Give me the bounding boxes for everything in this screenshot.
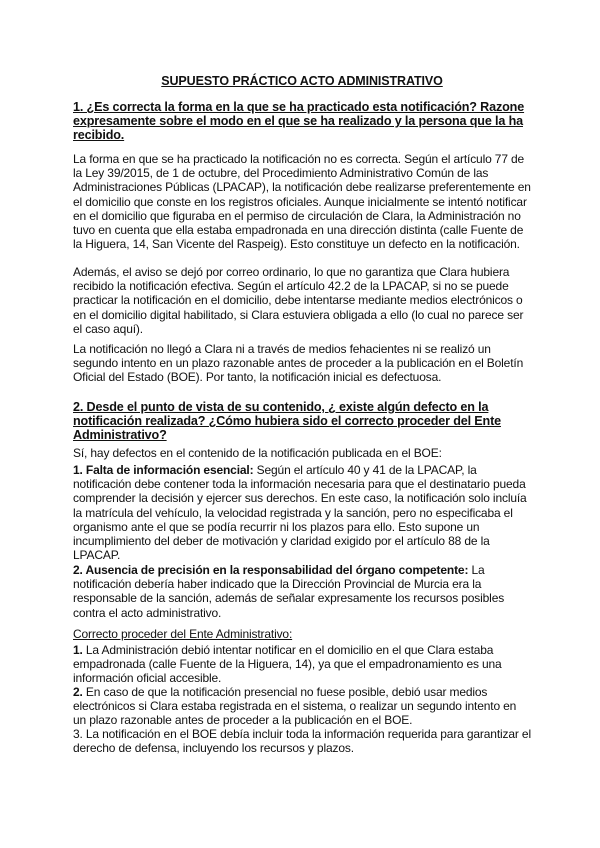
defect-2: [73, 563, 531, 620]
q1-paragraph-2: Además, el aviso se dejó por correo ordinario, lo que no garantiza que Clara hubiera recibido la notificación efectiva. Según el artículo 42.2 de la LPACAP, si no se puede practicar la notificación en el domicilio, debe intentarse mediante medios electrónicos o en el domicilio digital habilitado, si Clara estuviera obligada a ello (lo cual no parece ser el caso aquí).: [73, 265, 524, 336]
defect-1: [73, 463, 531, 562]
defect-1-text: Según el artículo 40 y 41 de la LPACAP, la notificación debe contener toda la información necesaria para que el destinatario pueda comprender la decisión y ejercer sus derechos. En este caso, la notificación solo incluía la matrícula del vehículo, la velocidad registrada y la sanción, pero no especificaba el organismo ante el que se podía recurrir ni los plazos para ello. Esto supone un incumplimiento del deber de motivación y claridad exigido por el artículo 88 de la LPACAP.: [73, 463, 527, 563]
step-2-label: 2.: [73, 685, 83, 699]
defect-2-text: La notificación debería haber indicado que la Dirección Provincial de Murcia era la responsable de la sanción, además de señalar expresamente los recursos posibles contra el acto administrativo.: [73, 563, 505, 620]
question-1-heading: 1. ¿Es correcta la forma en la que se ha practicado esta notificación? Razone expresamente sobre el modo en el que se ha realizado y la persona que la ha recibido.: [73, 100, 525, 142]
step-1: [73, 643, 531, 686]
q1-paragraph-3: La notificación no llegó a Clara ni a través de medios fehacientes ni se realizó un segundo intento en un plazo razonable antes de proceder a la publicación en el Boletín Oficial del Estado (BOE). Por tanto, la notificación inicial es defectuosa.: [73, 342, 524, 385]
step-1-label: 1.: [73, 643, 83, 657]
defect-1-label: 1. Falta de información esencial:: [73, 463, 254, 477]
question-2-heading: 2. Desde el punto de vista de su contenido, ¿ existe algún defecto en la notificación realizada? ¿Cómo hubiera sido el correcto proceder del Ente Administrativo?: [73, 400, 501, 442]
q1-paragraph-1: La forma en que se ha practicado la notificación no es correcta. Según el artículo 77 de la Ley 39/2015, de 1 de octubre, del Procedimiento Administrativo Común de las Administraciones Públicas (LPACAP), la notificación debe realizarse preferentemente en el domicilio que conste en los registros oficiales. Aunque inicialmente se intentó notificar en el domicilio que figuraba en el permiso de circulación de Clara, la Administración no tuvo en cuenta que ella estaba empadronada en una dirección distinta (calle Fuente de la Higuera, 14, San Vicente del Raspeig). Esto constituye un defecto en la notificación.: [73, 152, 531, 252]
step-2: [73, 685, 531, 728]
q2-intro: Sí, hay defectos en el contenido de la notificación publicada en el BOE:: [73, 446, 442, 460]
proceder-heading: Correcto proceder del Ente Administrativo:: [73, 627, 293, 641]
step-3: 3. La notificación en el BOE debía incluir toda la información requerida para garantizar el derecho de defensa, incluyendo los recursos y plazos.: [73, 727, 531, 756]
step-2-text: En caso de que la notificación presencial no fuese posible, debió usar medios electrónicos si Clara estaba registrada en el sistema, o realizar un segundo intento en un plazo razonable antes de proceder a la publicación en el BOE.: [73, 685, 517, 728]
defect-2-label: 2. Ausencia de precisión en la responsabilidad del órgano competente:: [73, 563, 469, 577]
document-title: SUPUESTO PRÁCTICO ACTO ADMINISTRATIVO: [161, 74, 443, 88]
step-1-text: La Administración debió intentar notificar en el domicilio en el que Clara estaba empadronada (calle Fuente de la Higuera, 14), ya que el empadronamiento es una información oficial accesible.: [73, 643, 502, 686]
